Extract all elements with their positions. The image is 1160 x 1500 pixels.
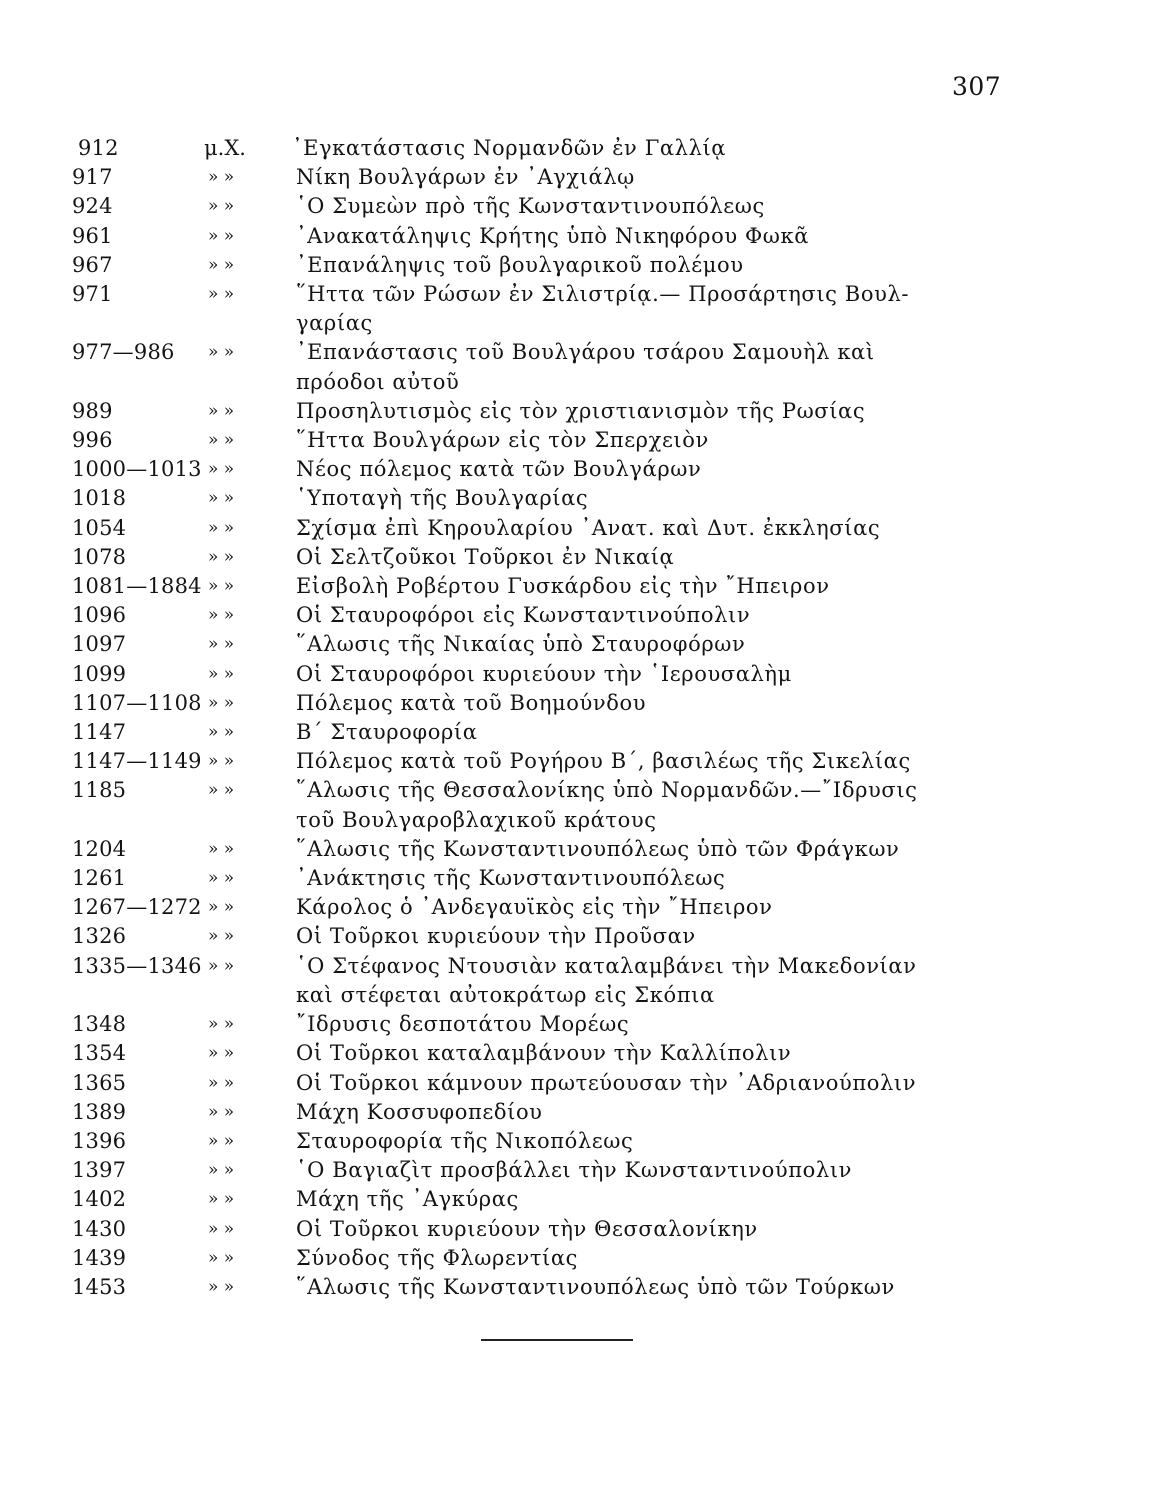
entry-era: » » <box>208 1072 235 1093</box>
entry-year: 967 <box>72 252 113 277</box>
entry-event-line: Σύνοδος τῆς Φλωρεντίας <box>296 1245 579 1270</box>
entry-event-line: ῾Ο Συμεὼν πρὸ τῆς Κωνσταντινουπόλεως <box>296 194 765 219</box>
entry-event-line: Οἱ Σταυροφόροι εἰς Κωνσταντινούπολιν <box>296 603 751 628</box>
entry-event <box>296 192 1016 221</box>
entry-year: 1099 <box>72 661 127 686</box>
entry-year: 1000—1013 <box>72 457 202 482</box>
chronology-entry <box>0 1185 1160 1214</box>
chronology-entry <box>0 922 1160 951</box>
entry-event <box>296 1156 1016 1185</box>
entry-era: » » <box>208 1130 235 1151</box>
entry-event <box>296 747 1016 776</box>
chronology-entry <box>0 426 1160 455</box>
entry-year: 1018 <box>72 486 127 511</box>
chronology-entry <box>0 718 1160 747</box>
entry-era: μ.Χ. <box>204 136 246 160</box>
entry-event-line: Οἱ Τοῦρκοι καταλαμβάνουν τὴν Καλλίπολιν <box>296 1041 792 1066</box>
entry-era: » » <box>208 1160 235 1181</box>
page-number: 307 <box>952 72 1002 101</box>
entry-year: 977—986 <box>72 340 175 365</box>
entry-event-line: Οἱ Σταυροφόροι κυριεύουν τὴν ῾Ιερουσαλὴμ <box>296 661 792 686</box>
entry-era: » » <box>208 751 235 772</box>
entry-year: 1397 <box>72 1158 127 1183</box>
entry-year: 1348 <box>72 1012 127 1037</box>
entry-year: 1147 <box>72 720 127 745</box>
entry-era: » » <box>208 926 235 947</box>
entry-year: 1389 <box>72 1099 127 1124</box>
entry-year: 1147—1149 <box>72 749 202 774</box>
entry-era: » » <box>208 225 235 246</box>
chronology-entry <box>0 601 1160 630</box>
entry-era: » » <box>208 605 235 626</box>
entry-era: » » <box>208 546 235 567</box>
chronology-entry <box>0 514 1160 543</box>
entry-event-line: πρόοδοι αὐτοῦ <box>296 369 460 394</box>
entry-event <box>296 776 1016 834</box>
entry-year: 1439 <box>72 1245 127 1270</box>
entry-event <box>296 893 1016 922</box>
entry-event-line: ῎Ιδρυσις δεσποτάτου Μορέως <box>296 1012 630 1037</box>
entry-event-line: Εἰσβολὴ Ροβέρτου Γυσκάρδου εἰς τὴν ῎Ηπειρον <box>296 574 830 599</box>
entry-event-line: Οἱ Τοῦρκοι κυριεύουν τὴν Θεσσαλονίκην <box>296 1216 758 1241</box>
chronology-entry <box>0 660 1160 689</box>
entry-year: 1096 <box>72 603 127 628</box>
entry-era: » » <box>208 196 235 217</box>
entry-era: » » <box>208 576 235 597</box>
entry-event-line: ᾿Επανάληψις τοῦ βουλγαρικοῦ πολέμου <box>296 252 744 277</box>
entry-event-line: Νίκη Βουλγάρων ἐν ᾿Αγχιάλῳ <box>296 165 635 190</box>
entry-event <box>296 952 1016 1010</box>
chronology-entry <box>0 484 1160 513</box>
entry-year: 1097 <box>72 632 127 657</box>
entry-event-line: ᾿Εγκατάστασις Νορμανδῶν ἐν Γαλλίᾳ <box>292 136 727 160</box>
end-rule <box>481 1339 633 1341</box>
entry-year: 971 <box>72 282 113 307</box>
entry-era: » » <box>208 1043 235 1064</box>
entry-event <box>296 835 1016 864</box>
entry-year: 1335—1346 <box>72 953 202 978</box>
entry-event-line: Σχίσμα ἐπὶ Κηρουλαρίου ᾿Ανατ. καὶ Δυτ. ἐκκλησίας <box>296 515 881 540</box>
entry-era: » » <box>208 868 235 889</box>
chronology-entry <box>0 1127 1160 1156</box>
entry-event <box>292 134 1012 163</box>
entry-era: » » <box>208 663 235 684</box>
chronology-entry <box>0 338 1160 396</box>
entry-event <box>296 660 1016 689</box>
entry-year: 912 <box>78 136 119 160</box>
entry-event <box>296 1098 1016 1127</box>
chronology-entry <box>0 747 1160 776</box>
chronology-entry <box>0 572 1160 601</box>
entry-year: 1081—1884 <box>72 574 202 599</box>
entry-year: 1430 <box>72 1216 127 1241</box>
entry-event-line: Νέος πόλεμος κατὰ τῶν Βουλγάρων <box>296 457 702 482</box>
entry-event <box>296 1273 1016 1302</box>
entry-event <box>296 455 1016 484</box>
chronology-entry <box>0 222 1160 251</box>
entry-era: » » <box>208 459 235 480</box>
entry-era: » » <box>208 955 235 976</box>
entry-event <box>296 251 1016 280</box>
entry-event <box>296 222 1016 251</box>
entry-era: » » <box>208 1101 235 1122</box>
entry-event-line: ᾿Ανακατάληψις Κρήτης ὑπὸ Νικηφόρου Φωκᾶ <box>296 223 810 248</box>
entry-era: » » <box>208 400 235 421</box>
entry-era: » » <box>208 780 235 801</box>
entry-event-line: τοῦ Βουλγαροβλαχικοῦ κράτους <box>296 807 657 832</box>
entry-event-line: Β΄ Σταυροφορία <box>296 720 478 745</box>
entry-event <box>296 514 1016 543</box>
entry-event <box>296 630 1016 659</box>
chronology-entry <box>0 192 1160 221</box>
entry-era: » » <box>208 254 235 275</box>
chronology-entry <box>0 543 1160 572</box>
entry-year: 1107—1108 <box>72 690 202 715</box>
chronology-entry <box>0 455 1160 484</box>
entry-event <box>296 1244 1016 1273</box>
entry-event <box>296 1010 1016 1039</box>
entry-event <box>296 718 1016 747</box>
entry-event-line: ῾Ο Βαγιαζὶτ προσβάλλει τὴν Κωνσταντινούπολιν <box>296 1158 853 1183</box>
entry-era: » » <box>208 1014 235 1035</box>
chronology-entry <box>0 1069 1160 1098</box>
entry-era: » » <box>208 1247 235 1268</box>
chronology-entry <box>0 1215 1160 1244</box>
entry-year: 1054 <box>72 515 127 540</box>
entry-era: » » <box>208 517 235 538</box>
entry-event <box>296 397 1016 426</box>
entry-event-line: Μάχη Κοσσυφοπεδίου <box>296 1099 543 1124</box>
entry-event-line: Πόλεμος κατὰ τοῦ Ρογήρου Β΄, βασιλέως τῆς Σικελίας <box>296 749 911 774</box>
entry-event-line: ῞Αλωσις τῆς Κωνσταντινουπόλεως ὑπὸ τῶν Φράγκων <box>296 836 900 861</box>
entry-year: 924 <box>72 194 113 219</box>
chronology-entry <box>0 689 1160 718</box>
entry-event-line: Μάχη τῆς ᾿Αγκύρας <box>296 1187 519 1212</box>
entry-era: » » <box>208 897 235 918</box>
entry-event <box>296 1039 1016 1068</box>
entry-year: 1261 <box>72 866 127 891</box>
entry-year: 996 <box>72 428 113 453</box>
entry-era: » » <box>208 430 235 451</box>
entry-event-line: γαρίας <box>296 311 373 336</box>
chronology-entry <box>0 134 1160 163</box>
entry-event-line: Προσηλυτισμὸς εἰς τὸν χριστιανισμὸν τῆς Ρωσίας <box>296 398 866 423</box>
entry-event-line: Σταυροφορία τῆς Νικοπόλεως <box>296 1128 634 1153</box>
chronology-entry <box>0 952 1160 1010</box>
entry-event-line: ῞Αλωσις τῆς Θεσσαλονίκης ὑπὸ Νορμανδῶν.—῎Ιδρυσις <box>296 778 918 803</box>
entry-event <box>296 163 1016 192</box>
entry-year: 961 <box>72 223 113 248</box>
entry-event-line: ῞Αλωσις τῆς Νικαίας ὑπὸ Σταυροφόρων <box>296 632 746 657</box>
entry-event <box>296 426 1016 455</box>
entry-event-line: ᾿Επανάστασις τοῦ Βουλγάρου τσάρου Σαμουὴλ καὶ <box>296 340 875 365</box>
entry-event <box>296 572 1016 601</box>
chronology-entry <box>0 1156 1160 1185</box>
entry-event <box>296 864 1016 893</box>
entry-event <box>296 1185 1016 1214</box>
chronology-entry <box>0 835 1160 864</box>
entry-year: 1365 <box>72 1070 127 1095</box>
entry-year: 1078 <box>72 544 127 569</box>
entry-event-line: Οἱ Τοῦρκοι κυριεύουν τὴν Προῦσαν <box>296 924 696 949</box>
entry-event <box>296 601 1016 630</box>
entry-event <box>296 1215 1016 1244</box>
entry-era: » » <box>208 838 235 859</box>
entry-event-line: ῞Ηττα τῶν Ρώσων ἐν Σιλιστρίᾳ.— Προσάρτησις Βουλ- <box>296 282 910 307</box>
entry-era: » » <box>208 1218 235 1239</box>
entry-era: » » <box>208 1189 235 1210</box>
chronology-entry <box>0 397 1160 426</box>
chronology-entry <box>0 280 1160 338</box>
chronology-entry <box>0 1273 1160 1302</box>
entry-year: 917 <box>72 165 113 190</box>
entry-event <box>296 280 1016 338</box>
entry-year: 1326 <box>72 924 127 949</box>
entry-event <box>296 922 1016 951</box>
entry-event-line: καὶ στέφεται αὐτοκράτωρ εἰς Σκόπια <box>296 982 715 1007</box>
chronology-entry <box>0 864 1160 893</box>
chronology-entry <box>0 1039 1160 1068</box>
entry-event <box>296 543 1016 572</box>
entry-event <box>296 1127 1016 1156</box>
entry-era: » » <box>208 634 235 655</box>
entry-year: 1396 <box>72 1128 127 1153</box>
entry-event-line: ῞Ηττα Βουλγάρων εἰς τὸν Σπερχειὸν <box>296 428 709 453</box>
chronology-entry <box>0 251 1160 280</box>
entry-year: 989 <box>72 398 113 423</box>
entry-era: » » <box>208 692 235 713</box>
entry-year: 1453 <box>72 1274 127 1299</box>
entry-event-line: ᾿Ανάκτησις τῆς Κωνσταντινουπόλεως <box>296 866 726 891</box>
chronology-entry <box>0 1098 1160 1127</box>
entry-event-line: ῾Υποταγὴ τῆς Βουλγαρίας <box>296 486 589 511</box>
entry-year: 1402 <box>72 1187 127 1212</box>
entry-era: » » <box>208 488 235 509</box>
entry-event-line: Πόλεμος κατὰ τοῦ Βοημούνδου <box>296 690 647 715</box>
entry-year: 1204 <box>72 836 127 861</box>
chronology-entry <box>0 1244 1160 1273</box>
entry-event-line: ῾Ο Στέφανος Ντουσιὰν καταλαμβάνει τὴν Μακεδονίαν <box>296 953 917 978</box>
entry-era: » » <box>208 342 235 363</box>
chronology-list <box>0 134 1160 1302</box>
entry-event <box>296 484 1016 513</box>
entry-event-line: Οἱ Τοῦρκοι κάμνουν πρωτεύουσαν τὴν ᾿Αδριανούπολιν <box>296 1070 917 1095</box>
entry-event-line: ῞Αλωσις τῆς Κωνσταντινουπόλεως ὑπὸ τῶν Τούρκων <box>296 1274 895 1299</box>
entry-event <box>296 1069 1016 1098</box>
entry-year: 1185 <box>72 778 127 803</box>
entry-event-line: Κάρολος ὁ ᾿Ανδεγαυϊκὸς εἰς τὴν ῎Ηπειρον <box>296 895 773 920</box>
chronology-entry <box>0 163 1160 192</box>
entry-year: 1267—1272 <box>72 895 202 920</box>
entry-event <box>296 338 1016 396</box>
chronology-entry <box>0 1010 1160 1039</box>
entry-year: 1354 <box>72 1041 127 1066</box>
chronology-entry <box>0 776 1160 834</box>
entry-era: » » <box>208 1276 235 1297</box>
chronology-entry <box>0 893 1160 922</box>
chronology-entry <box>0 630 1160 659</box>
entry-era: » » <box>208 722 235 743</box>
entry-era: » » <box>208 284 235 305</box>
entry-event-line: Οἱ Σελτζοῦκοι Τοῦρκοι ἐν Νικαίᾳ <box>296 544 675 569</box>
entry-era: » » <box>208 167 235 188</box>
entry-event <box>296 689 1016 718</box>
